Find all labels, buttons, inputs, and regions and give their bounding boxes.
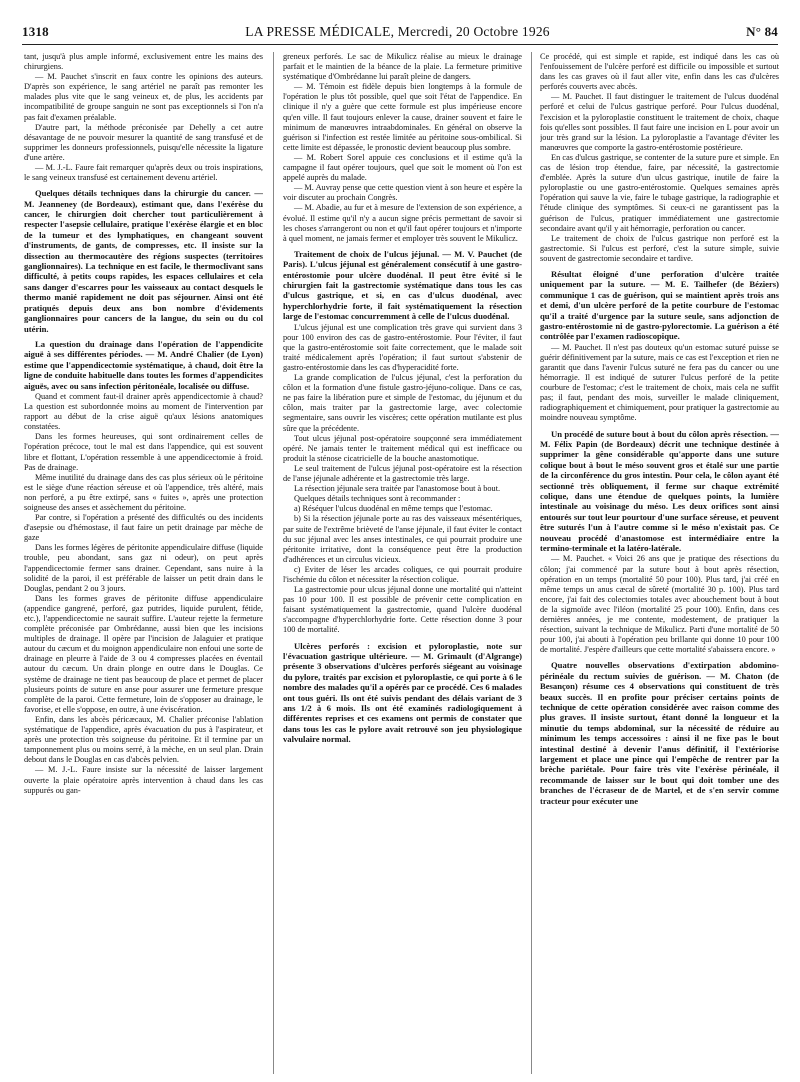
paragraph: Dans les formes graves de péritonite diffuse appendiculaire (appendice gangrené, perforé, gaz putrides, liquide purulent, fétide, etc.), l'appendicectomie ne saurait suffire. L'auteur rejette la fermeture complète préconisée par Ombrédanne, aussi bien que les incisions multiples de drainage. Il opère par l'incision de Jalaguier et pratique autour du cæcum et du moignon appendiculaire non enfoui une sorte de drainage en pleurre à l'aide de 3 ou 4 compresses placées en éventail autour du cæcum. Un drain plonge en outre dans le Douglas. Ce système de drainage ne tient pas beaucoup de place et permet de placer plusieurs points de suture en anse pour assurer une fermeture presque complète de la paroi. Cette fermeture, loin de s'opposer au drainage, le favorise, et elle s'oppose, en outre, à une éviscération. xyxy=(24,593,263,714)
column-1 xyxy=(24,52,263,1074)
paragraph: b) Si la résection jéjunale porte au ras des vaisseaux mésentériques, par suite de l'extrême brièveté de l'anse jéjunale, il faut éviter le contact du suc jéjunal avec les anses intestinales, ce qui pourrait produire une péritonite irritative, dont la conséquence peut être la production d'adhérences et un circulus vicieux. xyxy=(283,514,522,564)
issue-number: N° 84 xyxy=(746,24,778,39)
section-heading-paragraph: La question du drainage dans l'opération de l'appendicite aiguë à ses différentes périodes. — M. André Chalier (de Lyon) estime que l'appendicectomie systématique, à chaud, doit être la ligne de conduite habituelle dans toutes les formes d'appendicites aiguës, avec ou sans infection péritonéale, localisée ou diffuse. xyxy=(24,338,263,391)
column-2 xyxy=(283,52,522,1074)
paragraph: tant, jusqu'à plus ample informé, exclusivement entre les mains des chirurgiens. xyxy=(24,52,263,72)
paragraph: — M. Pauchet. « Voici 26 ans que je pratique des résections du côlon; j'ai commencé par la suture bout à bout après résection, opération en un temps (mortalité 50 pour 100). Plus tard, j'ai créé en même temps un anus cæcal de sûreté (mortalité 30 p. 100). Plus tard encore, j'ai fait des colectomies totales avec abouchement bout à bout de la sigmoïde avec l'iléon (mortalité 25 pour 100). Enfin, dans ces dernières années, je me contente, modestement, de pratiquer la résection, suivant la technique de Mikulicz. Parti d'une mortalité de 50 pour 100, j'ai abouti à l'opération peu brillante qui donne 10 pour 100 de mortalité. J'espère d'ailleurs que cette mortalité s'abaissera encore. » xyxy=(540,554,779,655)
paragraph: — M. Abadie, au fur et à mesure de l'extension de son expérience, a évolué. Il estime qu'il n'y a aucun signe précis permettant de savoir si les choses s'arrangeront ou non et qu'il faut opérer toujours et n'importe à quel moment, ne jamais fermer et employer très souvent le Mikulicz. xyxy=(283,203,522,243)
paragraph: Le seul traitement de l'ulcus jéjunal post-opératoire est la résection de l'anse jéjunale adhérente et la gastrectomie très large. xyxy=(283,463,522,484)
page-header xyxy=(22,18,778,45)
section-heading-paragraph: Un procédé de suture bout à bout du côlon après résection. — M. Félix Papin (de Bordeaux) décrit une technique destinée à supprimer la gêne considérable qu'apporte dans une suture colique bout à bout le méso souvent gros et étalé sur une partie de la circonférence du gros intestin. Pour cela, le côlon ayant été sectionné très obliquement, il ferme sur chaque extrémité colique, dans une étendue de quelques points, la lumière intestinale au voisinage du méso. Les deux orifices sont ainsi entourés sur tout leur pourtour d'une surface séreuse, et peuvent être suturés l'un à l'autre comme si le méso n'existait pas. Ce nouveau procédé d'anastomose est intermédiaire entre la termino-terminale et la latéro-latérale. xyxy=(540,428,779,554)
section-heading-paragraph: Quatre nouvelles observations d'extirpation abdomino-périnéale du rectum suivies de guérison. — M. Chaton (de Besançon) résume ces 4 observations qui constituent de très beaux succès. Il en profite pour préciser certains points de technique de cette opération considérée avec raison comme des plus graves. Il insiste surtout, étant donné la longueur et la minutie du temps abdominal, sur la nécessité de réduire au minimum les temps accessoires : ainsi il ne fixe pas le bout intestinal destiné à devenir l'anus définitif, il l'extériorise largement et place une pince qui l'empêche de rentrer par la brèche pariétale. Pour faire très vite l'exérèse périnéale, il recommande de laisser sur le bout qui doit tomber une des branches de l'écraseur de de Martel, et de s'en servir comme tracteur pour exécuter une xyxy=(540,660,779,806)
journal-title: LA PRESSE MÉDICALE, Mercredi, 20 Octobre 1926 xyxy=(245,24,550,39)
column-3 xyxy=(540,52,779,1074)
column-rule xyxy=(531,52,532,1074)
column-rule xyxy=(273,52,274,1074)
paragraph: La grande complication de l'ulcus jéjunal, c'est la perforation du côlon et la formation d'une fistule gastro-jéjuno-colique. Dans ce cas, ne pas faire la libération pure et simple de l'estomac, du jéjunum et du côlon, mais traiter par la gastrectomie large, avec colectomie segmentaire, sans ouvrir les viscères; cette opération mutilante est plus sûre que la précédente. xyxy=(283,373,522,433)
section-heading-paragraph: Traitement de choix de l'ulcus jéjunal. — M. V. Pauchet (de Paris). L'ulcus jéjunal est généralement consécutif à une gastro-entérostomie pour ulcère duodénal. Il peut être évité si le chirurgien fait la gastrectomie systématique dans tous les cas d'ulcus gastrique, et si, en cas d'ulcus duodénal, avec hyperchlorhydrie forte, il fait systématiquement la résection large de l'estomac concurremment à celle de l'ulcus duodénal. xyxy=(283,248,522,322)
paragraph: D'autre part, la méthode préconisée par Dehelly a cet autre désavantage de ne pouvoir mesurer la quantité de sang transfusé et de supprimer les donneurs professionnels, puisqu'elle nécessite la ligature d'une artère. xyxy=(24,122,263,162)
paragraph: — M. Témoin est fidèle depuis bien longtemps à la formule de l'opération le plus tôt possible, quel que soit l'état de l'appendice. En clinique il n'y a guère que cette formule est plus impérieuse encore qu'en ville. Il faut toujours enlever la cause, drainer souvent et faire le minimum de manœuvres intraabdominales. En général on observe la guérison si l'infection est restée limitée au péritoine sous-ombilical. Si cette limite est dépassée, le pronostic devient beaucoup plus sombre. xyxy=(283,82,522,152)
section-heading-paragraph: Résultat éloigné d'une perforation d'ulcère traitée uniquement par la suture. — M. E. Tailhefer (de Béziers) communique 1 cas de guérison, qui se maintient après trois ans et demi, d'un ulcère perforé de la petite courbure de l'estomac qu'il a traité d'urgence par la suture seule, sans adjonction de gastro-entérostomie ni de gastro-pylorectomie. La guérison a été contrôlée par l'examen radioscopique. xyxy=(540,268,779,342)
paragraph: Le traitement de choix de l'ulcus gastrique non perforé est la gastrectomie. Si l'ulcus est perforé, c'est la suture simple, suivie souvent de gastrectomie secondaire et tardive. xyxy=(540,233,779,263)
paragraph: — M. J.-L. Faure insiste sur la nécessité de laisser largement ouverte la plaie opératoire après intervention à chaud dans les cas suppurés ou gan- xyxy=(24,765,263,795)
paragraph: — M. Robert Sorel appuie ces conclusions et il estime qu'à la campagne il faut opérer toujours, quel que soit le moment où l'on est appelé auprès du malade. xyxy=(283,152,522,183)
paragraph: a) Réséquer l'ulcus duodénal en même temps que l'estomac. xyxy=(294,504,493,514)
paragraph: Par contre, si l'opération a présenté des difficultés ou des incidents d'asepsie ou d'hémostase, il faut faire un petit drainage par mèche de gaze xyxy=(24,513,263,543)
paragraph: Dans les formes légères de péritonite appendiculaire diffuse (liquide trouble, peu abondant, sans gaz ni odeur), on peut après l'appendicectomie fermer sans drainer. Cependant, sans nuire à la solidité de la paroi, il est préférable de laisser un petit drain dans le Douglas, pendant 2 ou 3 jours. xyxy=(24,543,263,593)
paragraph: — M. Pauchet. Il n'est pas douteux qu'un estomac suturé puisse se guérir définitivement par la suture, mais ce cas est l'exception et rien ne garantit que dans l'avenir l'ulcus suturé ne fera pas du cancer ou une hémorragie. Il est indiqué de suturer l'ulcus perforé de la petite courbure de l'estomac; c'est le traitement de choix, mais cela ne suffit pas; il faut, pendant des mois, surveiller le malade cliniquement, radiographiquement et chimiquement, pour pratiquer la gastrectomie au moindre nouveau symptôme. xyxy=(540,342,779,423)
paragraph: Tout ulcus jéjunal post-opératoire soupçonné sera immédiatement opéré. Ne jamais tenter le traitement médical qui est inefficace ou produit la sténose cicatricielle de la bouche anastomotique. xyxy=(283,433,522,463)
paragraph: L'ulcus jéjunal est une complication très grave qui survient dans 3 pour 100 environ des cas de gastro-entérostomie. Pour l'éviter, il faut que la gastro-entérostomie soit faite correctement, que le malade soit traité médicalement après l'opération; il faut surtout s'abstenir de gastro-entérostomie dans les cas d'hyperacidité forte. xyxy=(283,322,522,372)
paragraph: — M. Pauchet. Il faut distinguer le traitement de l'ulcus duodénal perforé et celui de l'ulcus gastrique perforé. Pour l'ulcus duodénal, l'excision et la pyloroplastie constituent le traitement de choix, chaque fois qu'elles sont possibles. Il faut faire une incision en L pour avoir un jour très grand sur la lésion. La pyloroplastie a l'avantage d'éviter les manœuvres que comporte la gastro-entérostomie postérieure. xyxy=(540,92,779,152)
paragraph: La gastrectomie pour ulcus jéjunal donne une mortalité qui n'atteint pas 10 pour 100. Il est possible de prévenir cette complication en faisant systématiquement la gastrectomie, quand l'ulcère duodénal s'accompagne d'hyperchlorhydrie forte. Cette résection donne 3 pour 100 de mortalité. xyxy=(283,585,522,635)
paragraph: Dans les formes heureuses, qui sont ordinairement celles de l'opération précoce, tout le mal est dans l'appendice, qui est souvent libre et flottant, L'opération ressemble à une appendicectomie à froid. Pas de drainage. xyxy=(24,432,263,472)
page-number: 1318 xyxy=(22,24,49,39)
paragraph: — M. Auvray pense que cette question vient à son heure et espère la voir discuter au prochain Congrès. xyxy=(283,183,522,203)
paragraph: — M. Pauchet s'inscrit en faux contre les opinions des auteurs. D'après son expérience, le sang artériel ne paraît pas remonter les malades plus vite que le sang veineux et, de plus, les accidents par incompatibilité de groupe sanguin ne sont pas exceptionnels si l'on n'a pas fait d'examen préalable. xyxy=(24,72,263,122)
paragraph: Quelques détails techniques sont à recommander : xyxy=(294,494,461,504)
paragraph: Enfin, dans les abcès péricæcaux, M. Chalier préconise l'ablation systématique de l'appendice, après évacuation du pus à l'aspirateur, et après une protection très soigneuse du péritoine. Et il termine par un tamponnement plus ou moins serré, à la mèche, en un seul plan. Drain debout dans le Douglas en cas d'abcès pelvien. xyxy=(24,714,263,765)
paragraph: Quand et comment faut-il drainer après appendicectomie à chaud? La question est subordonnée moins au moment de l'intervention par rapport au début de la crise aiguë qu'aux lésions anatomiques constatées. xyxy=(24,391,263,432)
paragraph: Ce procédé, qui est simple et rapide, est indiqué dans les cas où l'enfouissement de l'ulcère perforé est difficile ou impossible et surtout dans les cas graves où il faut aller vite, enfin dans les cas d'ulcères perforés couverts avec abcès. xyxy=(540,52,779,92)
paragraph: La résection jéjunale sera traitée par l'anastomose bout à bout. xyxy=(294,484,501,494)
paragraph: — M. J.-L. Faure fait remarquer qu'après deux ou trois inspirations, le sang veineux transfusé est certainement devenu artériel. xyxy=(24,163,263,183)
paragraph: En cas d'ulcus gastrique, se contenter de la suture pure et simple. En cas de lésion trop étendue, faire, par nécessité, la gastrectomie d'emblée. Après la suture d'un ulcus gastrique, inutile de faire la pyloroplastie ou une gastro-entérostomie. Quelques semaines après l'opération qui sauve la vie, faire le tubage gastrique, la radiographie et l'étude clinique des symptômes. Si ceux-ci ne garantissent pas la guérison de l'ulcus, pratiquer immédiatement une gastrectomie secondaire avant qu'il y ait hémorragie, perforation ou cancer. xyxy=(540,152,779,233)
paragraph: c) Eviter de léser les arcades coliques, ce qui pourrait produire l'ischémie du côlon et nécessiter la résection colique. xyxy=(283,564,522,584)
section-heading-paragraph: Quelques détails techniques dans la chirurgie du cancer. — M. Jeanneney (de Bordeaux), estimant que, dans l'exérèse du cancer, le chirurgien doit chercher tout particulièrement à respecter l'asepsie cellulaire, pratique l'exérèse élargie et en bloc de la tumeur et des lymphatiques, en changeant souvent d'instruments, de gants, de compresses, etc. Il insiste sur la dissection au thermocautère des régions suspectes (territoires ganglionnaires). La technique en est facile, le thermoclivant sans difficulté, à petits coups rapides, les espaces cellulaires et cela sans danger d'escarres pour les vaisseaux au contact desquels le thermo manié rapidement ne doit pas séjourner. Ainsi ont été pratiqués depuis deux ans bon nombre d'évidements ganglionnaires pour cancers de la langue, du sein ou du col utérin. xyxy=(24,188,263,334)
paragraph: greneux perforés. Le sac de Mikulicz réalise au mieux le drainage parfait et le maintien de la béance de la plaie. La fermeture primitive systématique d'Ombrédanne lui paraît pleine de dangers. xyxy=(283,52,522,82)
section-heading-paragraph: Ulcères perforés : excision et pyloroplastie, note sur l'évacuation gastrique ultérieure. — M. Grimault (d'Algrange) présente 3 observations d'ulcères perforés siégeant au voisinage du pylore, traités par excision et pyloroplastie, ce qui porte à 6 le nombre des malades qu'il a opérés par ce procédé. Ces 6 malades ont tous guéri. Ils ont été suivis pendant des délais variant de 3 ans 1/2 à 6 mois. Ils ont été examinés radiologiquement à différentes reprises et ces examens ont permis de constater que dans tous les cas le pylore avait retrouvé son jeu physiologique valvulaire normal. xyxy=(283,640,522,745)
paragraph: Même inutilité du drainage dans des cas plus sérieux où le péritoine est le siège d'une réaction séreuse et où l'appendice, très altéré, mais non perforé, a pu être extirpé, sans « fuites », après une protection soigneuse des anses et assèchement du péritoine. xyxy=(24,472,263,512)
